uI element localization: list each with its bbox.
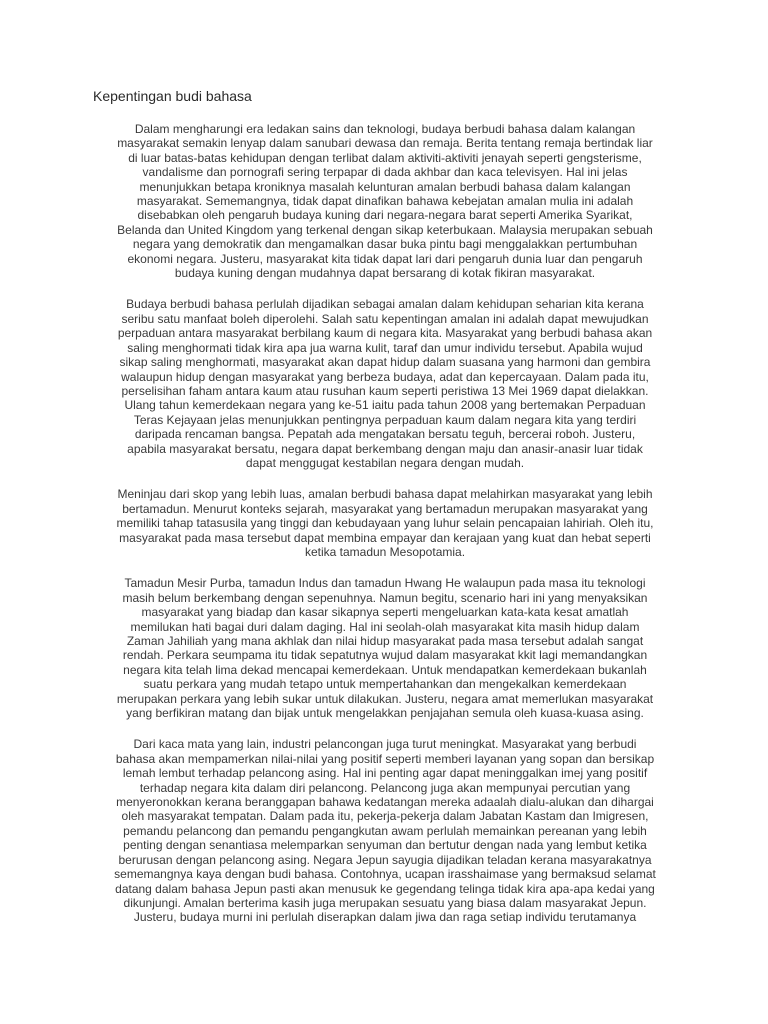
paragraph-line: ekonomi negara. Justeru, masyarakat kita tidak dapat lari dari pengaruh dunia luar dan pengaruh: [127, 251, 643, 266]
paragraph-line: negara kita telah lima dekad mencapai kemerdekaan. Untuk mendapatkan kemerdekaan bukanlah: [123, 662, 647, 677]
paragraph-line: Meninjau dari skop yang lebih luas, amalan berbudi bahasa dapat melahirkan masyarakat yang lebih: [117, 487, 653, 502]
paragraph-line: Tamadun Mesir Purba, tamadun Indus dan tamadun Hwang He walaupun pada masa itu teknologi: [124, 576, 646, 591]
document-body: [90, 122, 680, 942]
paragraph-line: pemandu pelancong dan pemandu pengangkutan awam perlulah memainkan pereanan yang lebih: [123, 823, 647, 838]
paragraph-line: dikunjungi. Amalan berterima kasih juga merupakan sesuatu yang biasa dalam masyarakat Jepun.: [123, 895, 647, 910]
paragraph-line: dapat menggugat kestabilan negara dengan mudah.: [245, 455, 525, 470]
paragraph-line: perpaduan antara masyarakat berbilang kaum di negara kita. Masyarakat yang berbudi bahasa akan: [117, 326, 653, 341]
paragraph-line: datang dalam bahasa Jepun pasti akan menusuk ke gegendang telinga tidak kira apa-apa kedai yang: [115, 881, 655, 896]
paragraph-line: menunjukkan betapa kroniknya masalah kelunturan amalan berbudi bahasa dalam kalangan: [139, 179, 631, 194]
paragraph-line: Justeru, budaya murni ini perlulah diserapkan dalam jiwa dan raga setiap individu terutamanya: [133, 910, 637, 925]
paragraph-line: masyarakat semakin lenyap dalam sanubari dewasa dan remaja. Berita tentang remaja bertindak liar: [117, 136, 653, 151]
paragraph-line: budaya kuning dengan mudahnya dapat bersarang di kotak fikiran masyarakat.: [174, 266, 596, 281]
paragraph: [90, 737, 680, 924]
paragraph-line: masyarakat pada masa tersebut dapat membina empayar dan kerajaan yang kuat dan hebat seperti: [119, 530, 651, 545]
paragraph-line: walaupun hidup dengan masyarakat yang berbeza budaya, adat dan kepercayaan. Dalam pada itu,: [121, 369, 649, 384]
paragraph: [90, 487, 680, 559]
paragraph-line: memiliki tahap tatasusila yang tinggi dan kebudayaan yang luhur selain pencapaian lahiriah. Oleh itu,: [116, 516, 654, 531]
paragraph-line: daripada rencaman bangsa. Pepatah ada mengatakan bersatu teguh, bercerai roboh. Justeru,: [134, 427, 636, 442]
paragraph-line: ketika tamadun Mesopotamia.: [304, 544, 466, 559]
paragraph-line: Dari kaca mata yang lain, industri pelancongan juga turut meningkat. Masyarakat yang berbudi: [133, 737, 637, 752]
paragraph: [90, 297, 680, 470]
paragraph-line: Belanda dan United Kingdom yang terkenal dengan sikap keterbukaan. Malaysia merupakan sebuah: [117, 222, 653, 237]
paragraph-line: seribu satu manfaat boleh diperolehi. Salah satu kepentingan amalan ini adalah dapat mewujudkan: [121, 311, 649, 326]
paragraph-line: disebabkan oleh pengaruh budaya kuning dari negara-negara barat seperti Amerika Syarikat,: [137, 208, 633, 223]
paragraph-line: memilukan hati bagai duri dalam daging. Hal ini seolah-olah masyarakat kita masih hidup dalam: [130, 619, 640, 634]
paragraph-line: Zaman Jahiliah yang mana akhlak dan nilai hidup masyarakat pada masa tersebut adalah sangat: [126, 634, 644, 648]
paragraph-line: vandalisme dan pornografi sering terpapar di dada akhbar dan kaca televisyen. Hal ini jelas: [142, 165, 628, 180]
paragraph: [90, 576, 680, 720]
paragraph-line: rendah. Perkara seumpama itu tidak sepatutnya wujud dalam masyarakat kkit lagi memandangkan: [122, 648, 648, 663]
paragraph-line: penting dengan senantiasa melemparkan senyuman dan bertutur dengan nada yang lembut ketika: [123, 838, 647, 853]
paragraph-line: masyarakat yang biadap dan kasar sikapnya seperti mengeluarkan kata-kata kesat amatlah: [141, 605, 629, 620]
paragraph-line: di luar batas-batas kehidupan dengan terlibat dalam aktiviti-aktiviti jenayah seperti gengsterisme,: [128, 150, 642, 165]
paragraph-line: apabila masyarakat bersatu, negara dapat berkembang dengan maju dan anasir-anasir luar tidak: [127, 441, 643, 456]
paragraph-line: saling menghormati tidak kira apa jua warna kulit, taraf dan umur individu tersebut. Apabila wujud: [127, 340, 643, 355]
paragraph-line: perselisihan faham antara kaum atau rusuhan kaum seperti peristiwa 13 Mei 1969 dapat dielakkan.: [121, 383, 649, 398]
paragraph-line: sememangnya kaya dengan budi bahasa. Contohnya, ucapan irasshaimase yang bermaksud selamat: [114, 867, 656, 882]
document-title: Kepentingan budi bahasa: [93, 88, 252, 104]
paragraph-line: masyarakat. Sememangnya, tidak dapat dinafikan bahawa kebejatan amalan mulia ini adalah: [136, 194, 634, 209]
paragraph-line: negara yang demokratik dan mengamalkan dasar buka pintu bagi menggalakkan pertumbuhan: [132, 237, 638, 252]
paragraph-line: Ulang tahun kemerdekaan negara yang ke-51 iaitu pada tahun 2008 yang bertemakan Perpaduan: [124, 398, 646, 413]
paragraph-line: lemah lembut terhadap pelancong asing. Hal ini penting agar dapat meninggalkan imej yang positif: [122, 766, 648, 781]
paragraph-line: terhadap negara kita dalam diri pelancong. Pelancong juga akan mempunyai percutian yang: [139, 780, 631, 795]
paragraph-line: oleh masyarakat tempatan. Dalam pada itu, pekerja-pekerja dalam Jabatan Kastam dan Imigresen,: [121, 809, 649, 824]
paragraph-line: merupakan perkara yang lebih sukar untuk dilakukan. Justeru, negara amat memerlukan masyarakat: [116, 691, 654, 706]
paragraph-line: Budaya berbudi bahasa perlulah dijadikan sebagai amalan dalam kehidupan seharian kita kerana: [126, 297, 644, 312]
paragraph-line: Dalam mengharungi era ledakan sains dan teknologi, budaya berbudi bahasa dalam kalangan: [134, 122, 636, 136]
paragraph-line: bahasa akan mempamerkan nilai-nilai yang positif seperti memberi layanan yang sopan dan bersikap: [115, 751, 655, 766]
paragraph: [90, 122, 680, 280]
paragraph-line: suatu perkara yang mudah tetapo untuk mempertahankan dan mengekalkan kemerdekaan: [143, 677, 627, 692]
paragraph-line: sikap saling menghormati, masyarakat akan dapat hidup dalam suasana yang harmoni dan gembira: [119, 355, 651, 370]
paragraph-line: menyeronokkan kerana beranggapan bahawa kedatangan mereka adaalah dialu-alukan dan dihargai: [116, 795, 654, 810]
paragraph-line: berurusan dengan pelancong asing. Negara Jepun sayugia dijadikan teladan kerana masyarakatnya: [118, 852, 652, 867]
paragraph-line: Teras Kejayaan jelas menunjukkan pentingnya perpaduan kaum dalam negara kita yang terdiri: [133, 412, 637, 427]
paragraph-line: bertamadun. Menurut konteks sejarah, masyarakat yang bertamadun merupakan masyarakat yang: [122, 501, 648, 516]
paragraph-line: yang berfikiran matang dan bijak untuk mengelakkan penjajahan semula oleh kuasa-kuasa asing.: [126, 706, 644, 721]
paragraph-line: masih belum berkembang dengan sepenuhnya. Namun begitu, scenario hari ini yang menyaksikan: [122, 590, 648, 605]
